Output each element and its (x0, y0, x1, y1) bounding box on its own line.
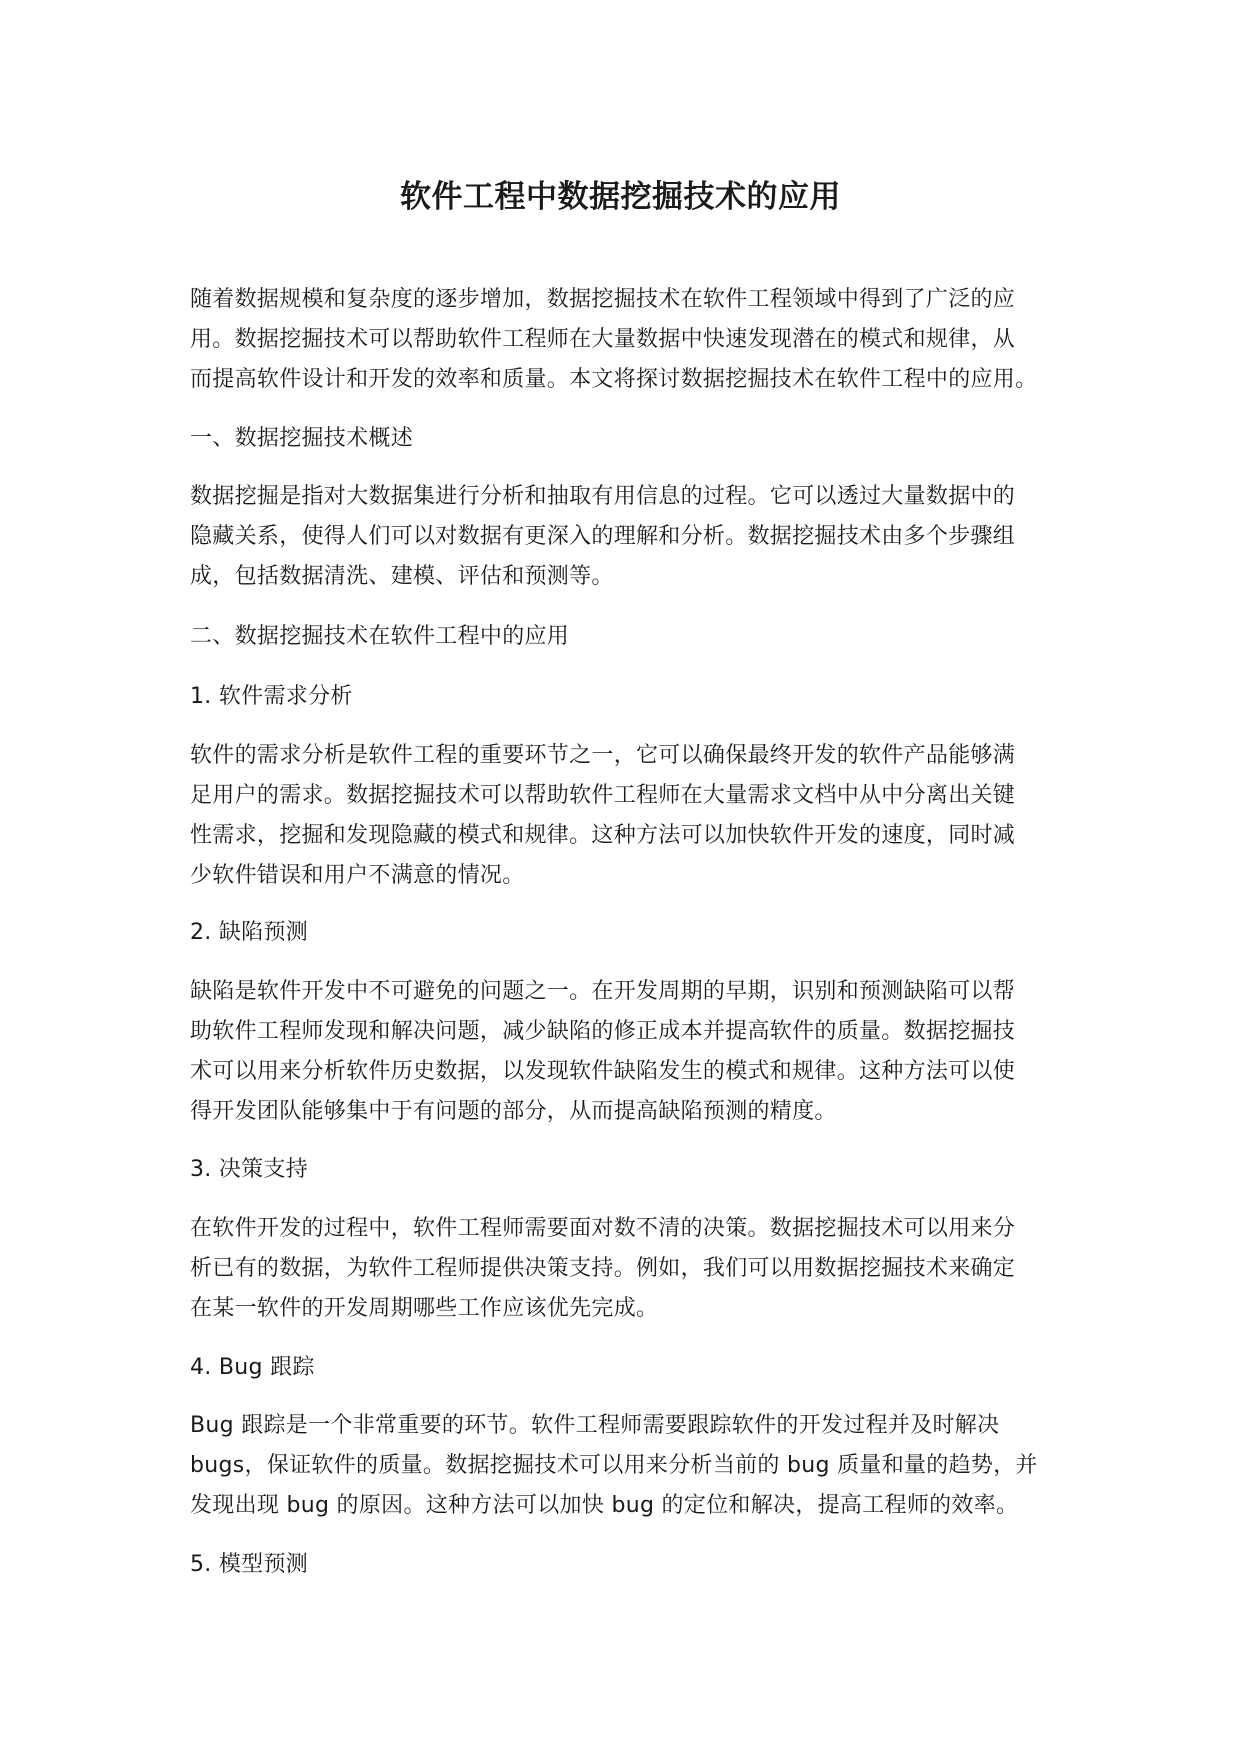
text-line: 在软件开发的过程中，软件工程师需要面对数不清的决策。数据挖掘技术可以用来分 (190, 1216, 1016, 1241)
text-line: 发现出现 bug 的原因。这种方法可以加快 bug 的定位和解决，提高工程师的效率。 (190, 1493, 1019, 1518)
text-line: 缺陷是软件开发中不可避免的问题之一。在开发周期的早期，识别和预测缺陷可以帮 (190, 979, 1016, 1004)
text-line: 成，包括数据清洗、建模、评估和预测等。 (190, 564, 614, 589)
section2-heading: 二、数据挖掘技术在软件工程中的应用 (190, 624, 570, 649)
item2-heading: 2. 缺陷预测 (190, 920, 309, 945)
text-line: 助软件工程师发现和解决问题，减少缺陷的修正成本并提高软件的质量。数据挖掘技 (190, 1019, 1016, 1044)
subsection-heading (190, 1348, 1060, 1388)
section-heading (190, 419, 1060, 459)
section1-heading: 一、数据挖掘技术概述 (190, 426, 414, 451)
item1-paragraph (190, 736, 1060, 896)
subsection-heading (190, 913, 1060, 953)
text-line: 隐藏关系，使得人们可以对数据有更深入的理解和分析。数据挖掘技术由多个步骤组 (190, 524, 1016, 549)
text-line: 析已有的数据，为软件工程师提供决策支持。例如，我们可以用数据挖掘技术来确定 (190, 1256, 1016, 1281)
text-line: 用。数据挖掘技术可以帮助软件工程师在大量数据中快速发现潜在的模式和规律，从 (190, 327, 1016, 352)
item2-paragraph (190, 972, 1060, 1132)
section1-paragraph (190, 477, 1060, 597)
text-line: 而提高软件设计和开发的效率和质量。本文将探讨数据挖掘技术在软件工程中的应用。 (190, 367, 1038, 392)
text-line: 足用户的需求。数据挖掘技术可以帮助软件工程师在大量需求文档中从中分离出关键 (190, 783, 1016, 808)
item1-heading: 1. 软件需求分析 (190, 684, 353, 709)
text-line: 软件的需求分析是软件工程的重要环节之一，它可以确保最终开发的软件产品能够满 (190, 743, 1016, 768)
item5-heading: 5. 模型预测 (190, 1552, 309, 1577)
text-line: 性需求，挖掘和发现隐藏的模式和规律。这种方法可以加快软件开发的速度，同时减 (190, 823, 1016, 848)
subsection-heading (190, 677, 1060, 717)
document-title: 软件工程中数据挖掘技术的应用 (400, 179, 841, 215)
text-line: 数据挖掘是指对大数据集进行分析和抽取有用信息的过程。它可以透过大量数据中的 (190, 484, 1016, 509)
text-line: 随着数据规模和复杂度的逐步增加，数据挖掘技术在软件工程领域中得到了广泛的应 (190, 287, 1016, 312)
text-line: 术可以用来分析软件历史数据，以发现软件缺陷发生的模式和规律。这种方法可以使 (190, 1059, 1016, 1084)
text-line: 少软件错误和用户不满意的情况。 (190, 863, 525, 888)
text-line: bugs，保证软件的质量。数据挖掘技术可以用来分析当前的 bug 质量和量的趋势，并 (190, 1453, 1038, 1478)
text-line: 在某一软件的开发周期哪些工作应该优先完成。 (190, 1296, 659, 1321)
subsection-heading (190, 1150, 1060, 1190)
intro-paragraph (190, 280, 1060, 400)
text-line: 得开发团队能够集中于有问题的部分，从而提高缺陷预测的精度。 (190, 1099, 837, 1124)
item4-paragraph (190, 1406, 1060, 1526)
item3-paragraph (190, 1209, 1060, 1329)
section-heading (190, 617, 1060, 657)
item3-heading: 3. 决策支持 (190, 1157, 309, 1182)
subsection-heading (190, 1545, 1060, 1585)
text-line: Bug 跟踪是一个非常重要的环节。软件工程师需要跟踪软件的开发过程并及时解决 (190, 1413, 1000, 1438)
item4-heading: 4. Bug 跟踪 (190, 1355, 315, 1380)
